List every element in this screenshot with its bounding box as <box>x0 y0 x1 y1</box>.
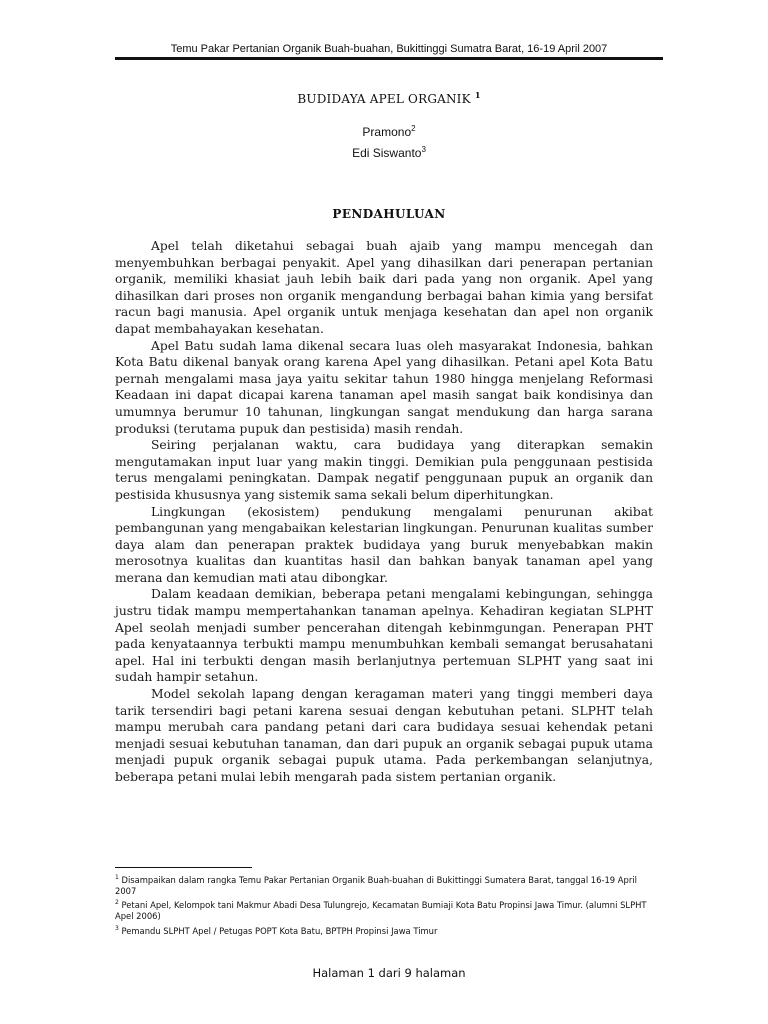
title-text: BUDIDAYA APEL ORGANIK <box>297 92 471 106</box>
footnote-text: Pemandu SLPHT Apel / Petugas POPT Kota Batu, BPTPH Propinsi Jawa Timur <box>121 925 438 936</box>
author-footnote-ref[interactable]: 3 <box>421 145 426 154</box>
footnote-number: 3 <box>115 924 119 932</box>
paragraph: Seiring perjalanan waktu, cara budidaya yang diterapkan semakin mengutamakan input luar yang makin tinggi. Demikian pula penggunaan pestisida terus mengalami peningkatan. Dampak negatif penggunaan pupuk an organik dan pestisida khususnya yang sistemik sama sekali belum diperhitungkan. <box>115 438 653 502</box>
footnote-text: Petani Apel, Kelompok tani Makmur Abadi Desa Tulungrejo, Kecamatan Bumiaji Kota Batu Propinsi Jawa Timur. (alumni SLPHT Apel 2006) <box>115 900 647 922</box>
section-heading: PENDAHULUAN <box>332 207 446 221</box>
paragraph: Dalam keadaan demikian, beberapa petani mengalami kebingungan, sehingga justru tidak mampu mempertahankan tanaman apelnya. Kehadiran kegiatan SLPHT Apel seolah menjadi sumber pencerahan ditengah kebinmgungan. Penerapan PHT pada kenyataannya terbukti mampu menumbuhkan kembali semangat berusahatani apel. Hal ini terbukti dengan masih berlanjutnya pertemuan SLPHT yang saat ini sudah hampir setahun. <box>115 587 653 685</box>
body-text <box>115 238 653 786</box>
paragraph: Lingkungan (ekosistem) pendukung mengalami penurunan akibat pembangunan yang mengabaikan kelestarian lingkungan. Penurunan kualitas sumber daya alam dan penerapan praktek budidaya yang buruk menyebabkan makin merosotnya kualitas dan kuantitas hasil dan bahkan banyak tanaman apel yang merana dan kemudian mati atau dibongkar. <box>115 504 653 585</box>
paragraph: Apel Batu sudah lama dikenal secara luas oleh masyarakat Indonesia, bahkan Kota Batu dikenal banyak orang karena Apel yang dihasilkan. Petani apel Kota Batu pernah mengalami masa jaya yaitu sekitar tahun 1980 hingga menjelang Reformasi Keadaan ini dapat dicapai karena tanaman apel masih sangat baik kondisinya dan umumnya berumur 10 tahunan, lingkungan sangat mendukung dan harga sarana produksi (terutama pupuk dan pestisida) masih rendah. <box>115 338 653 436</box>
author-line <box>115 141 663 162</box>
paragraph: Model sekolah lapang dengan keragaman materi yang tinggi memberi daya tarik tersendiri bagi petani karena sesuai dengan kebutuhan petani. SLPHT telah mampu merubah cara pandang petani dari cara budidaya sesuai kehendak petani menjadi sesuai kebutuhan tanaman, dan dari pupuk an organik sebagai pupuk utama menjadi pupuk organik sebagai pupuk utama. Pada perkembangan selanjutnya, beberapa petani mulai lebih mengarah pada sistem pertanian organik. <box>115 687 653 784</box>
paragraph: Apel telah diketahui sebagai buah ajaib yang mampu mencegah dan menyembuhkan berbagai penyakit. Apel yang dihasilkan dari penerapan pertanian organik, memiliki khasiat jauh lebih baik dari pada yang non organik. Apel yang dihasilkan dari proses non organik mengandung berbagai bahan kimia yang bersifat racun bagi manusia. Apel organik untuk menjaga kesehatan dan apel non organik dapat membahayakan kesehatan. <box>115 239 653 336</box>
footnote-number: 2 <box>115 899 119 907</box>
footnote <box>115 923 655 937</box>
footnote-rule <box>115 867 252 868</box>
footnote <box>115 872 655 897</box>
footnote-text: Disampaikan dalam rangka Temu Pakar Pertanian Organik Buah-buahan di Bukittinggi Sumatera Barat, tanggal 16-19 April 2007 <box>115 874 637 897</box>
footnotes <box>115 872 655 937</box>
document-title <box>115 90 663 106</box>
author-name: Edi Siswanto <box>352 146 422 160</box>
running-header: Temu Pakar Pertanian Organik Buah-buahan, Bukittinggi Sumatra Barat, 16-19 April 2007 <box>170 43 608 55</box>
footnote <box>115 897 655 922</box>
title-footnote-ref[interactable]: 1 <box>474 90 481 100</box>
author-line <box>115 120 663 141</box>
author-list <box>115 120 663 162</box>
author-footnote-ref[interactable]: 2 <box>411 124 416 133</box>
page-number: Halaman 1 dari 9 halaman <box>312 966 466 980</box>
footnote-number: 1 <box>115 874 119 881</box>
author-name: Pramono <box>362 125 412 139</box>
header-rule <box>115 57 663 60</box>
